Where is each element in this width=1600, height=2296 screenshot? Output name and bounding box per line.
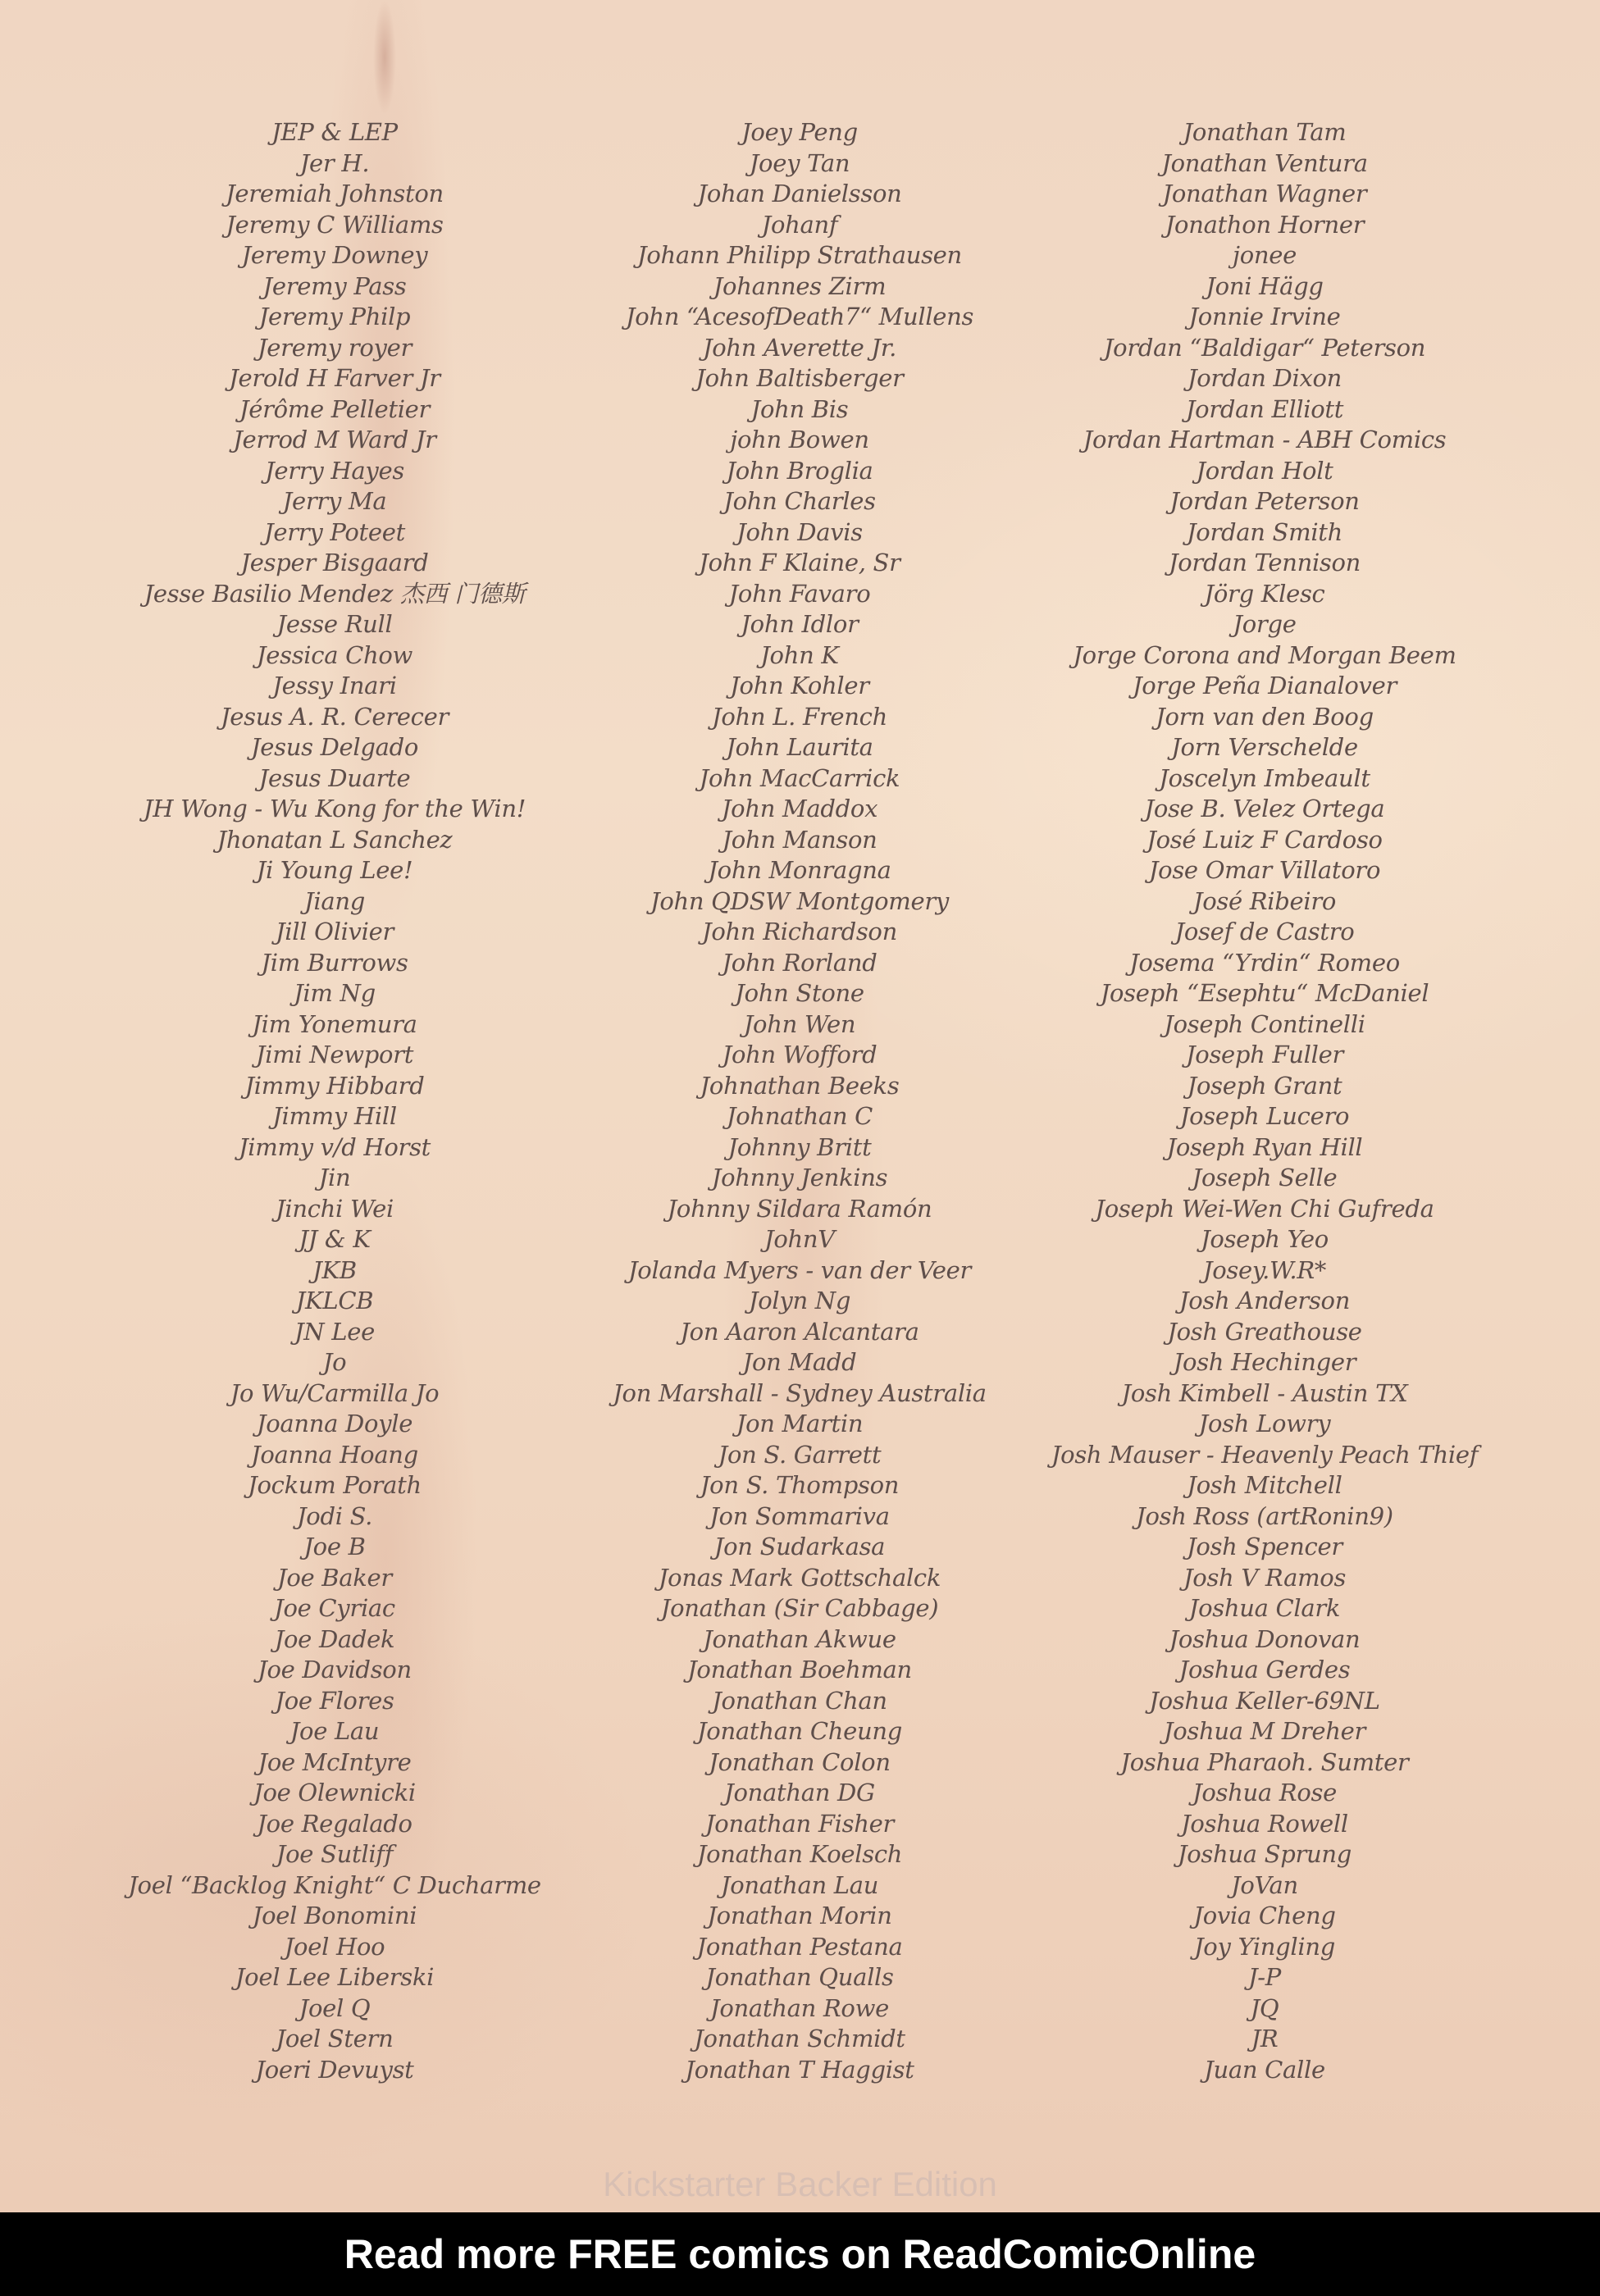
backer-name: Johan Danielsson	[697, 180, 902, 207]
backer-name: Jonathan DG	[724, 1779, 875, 1806]
backer-name: Jon Madd	[742, 1348, 857, 1376]
backer-name: JKB	[312, 1255, 357, 1284]
backer-name: John Maddox	[721, 795, 878, 822]
backer-name: Josh Spencer	[1187, 1533, 1342, 1560]
backer-name: Jo Wu/Carmilla Jo	[230, 1378, 440, 1407]
backer-name: Johnny Jenkins	[711, 1164, 888, 1191]
backer-name: Jonathon Horner	[1165, 210, 1365, 239]
backer-name: John Rorland	[722, 948, 877, 977]
backer-name: Joel “Backlog Knight“ C Ducharme	[128, 1870, 541, 1899]
backer-name: Jolanda Myers - van der Veer	[627, 1255, 972, 1284]
backer-name: Jolyn Ng	[748, 1287, 851, 1314]
backer-name: Joseph Continelli	[1164, 1009, 1365, 1038]
backer-name: John K	[760, 640, 839, 669]
backer-name: Jonathan Chan	[712, 1686, 887, 1715]
backer-name: Ji Young Lee!	[256, 856, 413, 884]
backer-name: JR	[1251, 2025, 1279, 2052]
backer-name: Jonathan Akwue	[703, 1624, 896, 1653]
backer-name: john Bowen	[730, 426, 869, 453]
backer-name: Jovia Cheng	[1193, 1902, 1336, 1929]
backer-name: Joe Lau	[289, 1717, 380, 1745]
backer-name: Joshua Sprung	[1177, 1840, 1352, 1868]
backer-name: JQ	[1250, 1993, 1279, 2022]
paper-stain	[373, 0, 396, 115]
backer-name: Jim Burrows	[261, 948, 408, 977]
backer-name: J-P	[1247, 1963, 1282, 1991]
backer-name: Jonathan Tam	[1183, 118, 1347, 146]
backer-name: Josema “Yrdin“ Romeo	[1129, 948, 1400, 977]
backer-name: John Kohler	[730, 672, 869, 699]
backer-name: Joseph Fuller	[1185, 1041, 1344, 1068]
backer-name: Joshua Rowell	[1181, 1809, 1348, 1838]
backer-name: Joshua Gerdes	[1178, 1656, 1351, 1683]
backer-name: Joshua M Dreher	[1163, 1717, 1366, 1745]
backer-name: Jorge	[1233, 610, 1297, 638]
backer-name: Joanna Doyle	[256, 1410, 413, 1437]
backer-name: Jerrod M Ward Jr	[233, 426, 436, 453]
backer-name: Johann Philipp Strathausen	[637, 241, 962, 269]
backer-name: Jonathan Pestana	[696, 1932, 903, 1961]
backer-name: Josef de Castro	[1174, 918, 1355, 945]
backer-name: Joseph Wei-Wen Chi Gufreda	[1095, 1194, 1434, 1223]
backer-name: John Manson	[722, 825, 877, 854]
backer-name: Joel Q	[299, 1993, 371, 2022]
backer-name: Joscelyn Imbeault	[1159, 763, 1370, 792]
backer-name: Jordan Holt	[1196, 456, 1333, 485]
backer-name: Joseph Ryan Hill	[1166, 1132, 1363, 1161]
backer-name: Jodi S.	[296, 1501, 373, 1530]
backer-name: Joeri Devuyst	[255, 2055, 414, 2084]
backer-name: Joshua Donovan	[1169, 1624, 1361, 1653]
backer-name: Jesse Rull	[276, 610, 393, 638]
backer-name: Josh Lowry	[1198, 1410, 1331, 1437]
backer-name: Johnathan Beeks	[700, 1071, 900, 1100]
backer-name: Jeremy Downey	[241, 241, 428, 269]
backer-name: Johannes Zirm	[713, 271, 887, 300]
backer-name: Jinchi Wei	[276, 1194, 394, 1223]
backer-name: Joel Hoo	[284, 1932, 385, 1961]
backer-name: Joey Tan	[749, 148, 850, 177]
backer-name: Jerry Hayes	[265, 456, 404, 485]
backer-name: Jill Olivier	[275, 918, 394, 945]
backer-name: JohnV	[764, 1225, 835, 1253]
backer-name: José Ribeiro	[1192, 886, 1337, 915]
backer-name: JKLCB	[295, 1287, 374, 1314]
backer-name: Josey.W.R*	[1202, 1255, 1327, 1284]
backer-name: John Idlor	[741, 610, 859, 638]
backer-name: Jimi Newport	[255, 1041, 414, 1068]
backer-name: John Charles	[723, 487, 876, 515]
backer-name: Joseph Grant	[1187, 1071, 1342, 1100]
backer-name: Jonathan Boehman	[687, 1656, 912, 1683]
backer-name: Jonas Mark Gottschalck	[658, 1563, 941, 1592]
backer-name: Jose Omar Villatoro	[1148, 856, 1381, 884]
backer-name: Jonathan Wagner	[1162, 180, 1367, 207]
backer-name: Jorn van den Boog	[1156, 702, 1374, 731]
backer-name: Jonnie Irvine	[1188, 303, 1341, 330]
backer-name: Jesus Delgado	[250, 733, 419, 761]
backer-name: Jerry Ma	[282, 487, 387, 515]
backer-name: Joseph Selle	[1192, 1164, 1338, 1191]
backer-name: Jonathan Lau	[720, 1870, 879, 1899]
backer-name: Josh Greathouse	[1167, 1317, 1362, 1346]
backer-name: JJ & K	[299, 1225, 371, 1253]
backer-name: Josh V Ramos	[1183, 1563, 1347, 1592]
backer-name: John Favaro	[728, 579, 871, 608]
backer-name: Jockum Porath	[248, 1471, 422, 1499]
backer-column-2	[537, 117, 1062, 2085]
backer-name: John Wen	[743, 1009, 856, 1038]
backer-name: Jhonatan L Sanchez	[217, 825, 453, 854]
backer-name: John Stone	[735, 979, 864, 1007]
backer-name: Jose B. Velez Ortega	[1144, 795, 1385, 822]
backer-name: Jonathan Morin	[707, 1902, 892, 1929]
backer-name: Jon Sommariva	[709, 1501, 890, 1530]
backer-name: Johnny Britt	[727, 1132, 872, 1161]
backer-name: Jérôme Pelletier	[239, 394, 431, 423]
backer-name: Jim Yonemura	[252, 1009, 417, 1038]
backer-name: Jordan “Baldigar“ Peterson	[1103, 333, 1426, 362]
backer-name: Joe Baker	[277, 1563, 392, 1592]
backer-name: Jon Sudarkasa	[713, 1533, 886, 1560]
backer-name: John Bis	[750, 394, 849, 423]
backer-name: Jeremy royer	[257, 333, 413, 362]
backer-name: JN Lee	[294, 1317, 375, 1346]
backer-name: Josh Anderson	[1178, 1287, 1351, 1314]
backer-name: Joe Davidson	[258, 1656, 412, 1683]
backer-name: Joey Peng	[741, 118, 858, 146]
backer-name: Jeremy Pass	[262, 271, 407, 300]
backer-name: Josh Hechinger	[1173, 1348, 1356, 1376]
backer-name: Jordan Hartman - ABH Comics	[1083, 426, 1447, 453]
backer-name: John “AcesofDeath7“ Mullens	[625, 303, 974, 330]
backer-name: Jonathan T Haggist	[685, 2055, 914, 2084]
backer-name: Jon S. Garrett	[718, 1440, 882, 1469]
backer-name: Jiang	[304, 886, 365, 915]
backer-name: José Luiz F Cardoso	[1146, 825, 1383, 854]
backer-name: Joshua Keller-69NL	[1149, 1686, 1380, 1715]
backer-name: John Monragna	[708, 856, 891, 884]
backer-name: Jon Aaron Alcantara	[680, 1317, 919, 1346]
backer-name: John L. French	[712, 702, 887, 731]
promo-banner[interactable]	[0, 2212, 1600, 2296]
backer-name: Joshua Rose	[1192, 1779, 1337, 1806]
backer-name: Jessica Chow	[256, 640, 413, 669]
backer-name: Joe McIntyre	[258, 1747, 412, 1776]
backer-name: Joe Flores	[275, 1686, 394, 1715]
backer-name: Jonathan Cheung	[696, 1717, 902, 1745]
backer-name: John QDSW Montgomery	[650, 886, 949, 915]
backer-name: Jerry Poteet	[264, 517, 405, 546]
backer-name: Jonathan Ventura	[1161, 148, 1368, 177]
backer-name: Jim Ng	[294, 979, 376, 1007]
backer-name: Jesse Basilio Mendez 杰西 门德斯	[144, 579, 526, 608]
backer-name: Joe Cyriac	[274, 1594, 395, 1622]
backer-name: Jonathan (Sir Cabbage)	[660, 1594, 939, 1622]
backer-name: Josh Ross (artRonin9)	[1136, 1501, 1393, 1530]
promo-link-text[interactable]: Read more FREE comics on ReadComicOnline	[344, 2231, 1256, 2277]
backer-name: Joe Regalado	[257, 1809, 413, 1838]
backer-name: John Averette Jr.	[702, 333, 897, 362]
backer-name: Jesus A. R. Cerecer	[220, 702, 449, 731]
backer-name: Joe B	[303, 1533, 366, 1560]
backer-name: Jeremy Philp	[258, 303, 411, 330]
backer-name: Jessy Inari	[272, 672, 397, 699]
backer-name: Jer H.	[299, 148, 370, 177]
backer-name: Jordan Dixon	[1187, 364, 1342, 392]
backer-name: Jorge Corona and Morgan Beem	[1073, 640, 1456, 669]
backer-column-1	[72, 117, 597, 2085]
backer-name: Joseph Lucero	[1179, 1102, 1350, 1130]
backer-name: Jonathan Koelsch	[696, 1840, 903, 1868]
backer-name: Joshua Pharaoh. Sumter	[1120, 1747, 1409, 1776]
backer-name: Joseph Yeo	[1201, 1225, 1329, 1253]
backer-name: John Baltisberger	[695, 364, 904, 392]
backer-name: Jörg Klesc	[1204, 579, 1325, 608]
backer-name: Jo	[322, 1348, 347, 1376]
backer-name: Josh Mauser - Heavenly Peach Thief	[1051, 1440, 1479, 1469]
backer-name: Jonathan Fisher	[704, 1809, 895, 1838]
backer-name: Joni Hägg	[1206, 271, 1324, 300]
backer-name: Jorn Verschelde	[1171, 733, 1358, 761]
backer-name: Jon S. Thompson	[700, 1471, 900, 1499]
backer-name: Jeremiah Johnston	[226, 180, 444, 207]
backer-name: John Broglia	[726, 456, 873, 485]
backer-name: Jordan Smith	[1186, 517, 1343, 546]
backer-name: Joe Olewnicki	[253, 1779, 416, 1806]
backer-name: Josh Kimbell - Austin TX	[1121, 1378, 1408, 1407]
edition-watermark: Kickstarter Backer Edition	[603, 2165, 997, 2203]
backer-name: Jesper Bisgaard	[240, 549, 429, 576]
backer-name: John Laurita	[726, 733, 873, 761]
backer-name: Jeremy C Williams	[226, 210, 444, 239]
backer-name: John Davis	[736, 517, 863, 546]
backer-column-3	[1002, 117, 1527, 2085]
backer-name: Jesus Duarte	[258, 763, 411, 792]
backer-name: Jorge Peña Dianalover	[1132, 672, 1397, 699]
backer-name: Juan Calle	[1204, 2055, 1325, 2084]
backer-name: Jerold H Farver Jr	[229, 364, 440, 392]
backer-name: JH Wong - Wu Kong for the Win!	[143, 795, 526, 822]
backer-name: Joy Yingling	[1193, 1932, 1336, 1961]
backer-name: Johanf	[761, 210, 838, 239]
backer-name: John Wofford	[722, 1041, 877, 1068]
backer-name: Josh Mitchell	[1187, 1471, 1342, 1499]
backer-name: Joel Lee Liberski	[235, 1963, 435, 1991]
backer-name: Joanna Hoang	[251, 1440, 418, 1469]
backer-name: Jonathan Schmidt	[694, 2025, 905, 2052]
backer-name: John Richardson	[702, 918, 897, 945]
backer-name: jonee	[1233, 241, 1297, 269]
backer-name: Jin	[318, 1164, 351, 1191]
backer-name: Joe Dadek	[274, 1624, 395, 1653]
backer-name: Jordan Elliott	[1185, 394, 1344, 423]
backer-name: Jordan Tennison	[1168, 549, 1361, 576]
backer-name: Jonathan Colon	[709, 1747, 891, 1776]
backer-name: Jon Marshall - Sydney Australia	[613, 1378, 987, 1407]
backer-name: John F Klaine, Sr	[699, 549, 900, 576]
backer-name: Jonathan Rowe	[710, 1993, 889, 2022]
backer-name: John MacCarrick	[699, 763, 900, 792]
backer-name: Joel Bonomini	[252, 1902, 417, 1929]
backer-name: Jimmy Hill	[272, 1102, 397, 1130]
backer-name: Jimmy v/d Horst	[238, 1132, 431, 1161]
backer-name: Jordan Peterson	[1169, 487, 1360, 515]
backer-name: JoVan	[1231, 1870, 1298, 1899]
backer-name: Jimmy Hibbard	[244, 1071, 425, 1100]
backer-name: JEP & LEP	[271, 118, 398, 146]
backer-name: Jon Martin	[736, 1410, 864, 1437]
backer-name: Johnny Sildara Ramón	[667, 1194, 932, 1223]
backer-name: Johnathan C	[726, 1102, 873, 1130]
backer-name: Joe Sutliff	[276, 1840, 394, 1868]
backer-name: Joshua Clark	[1188, 1594, 1341, 1622]
backer-name: Jonathan Qualls	[705, 1963, 894, 1991]
backer-name: Joel Stern	[276, 2025, 394, 2052]
backer-name: Joseph “Esephtu“ McDaniel	[1100, 979, 1429, 1007]
